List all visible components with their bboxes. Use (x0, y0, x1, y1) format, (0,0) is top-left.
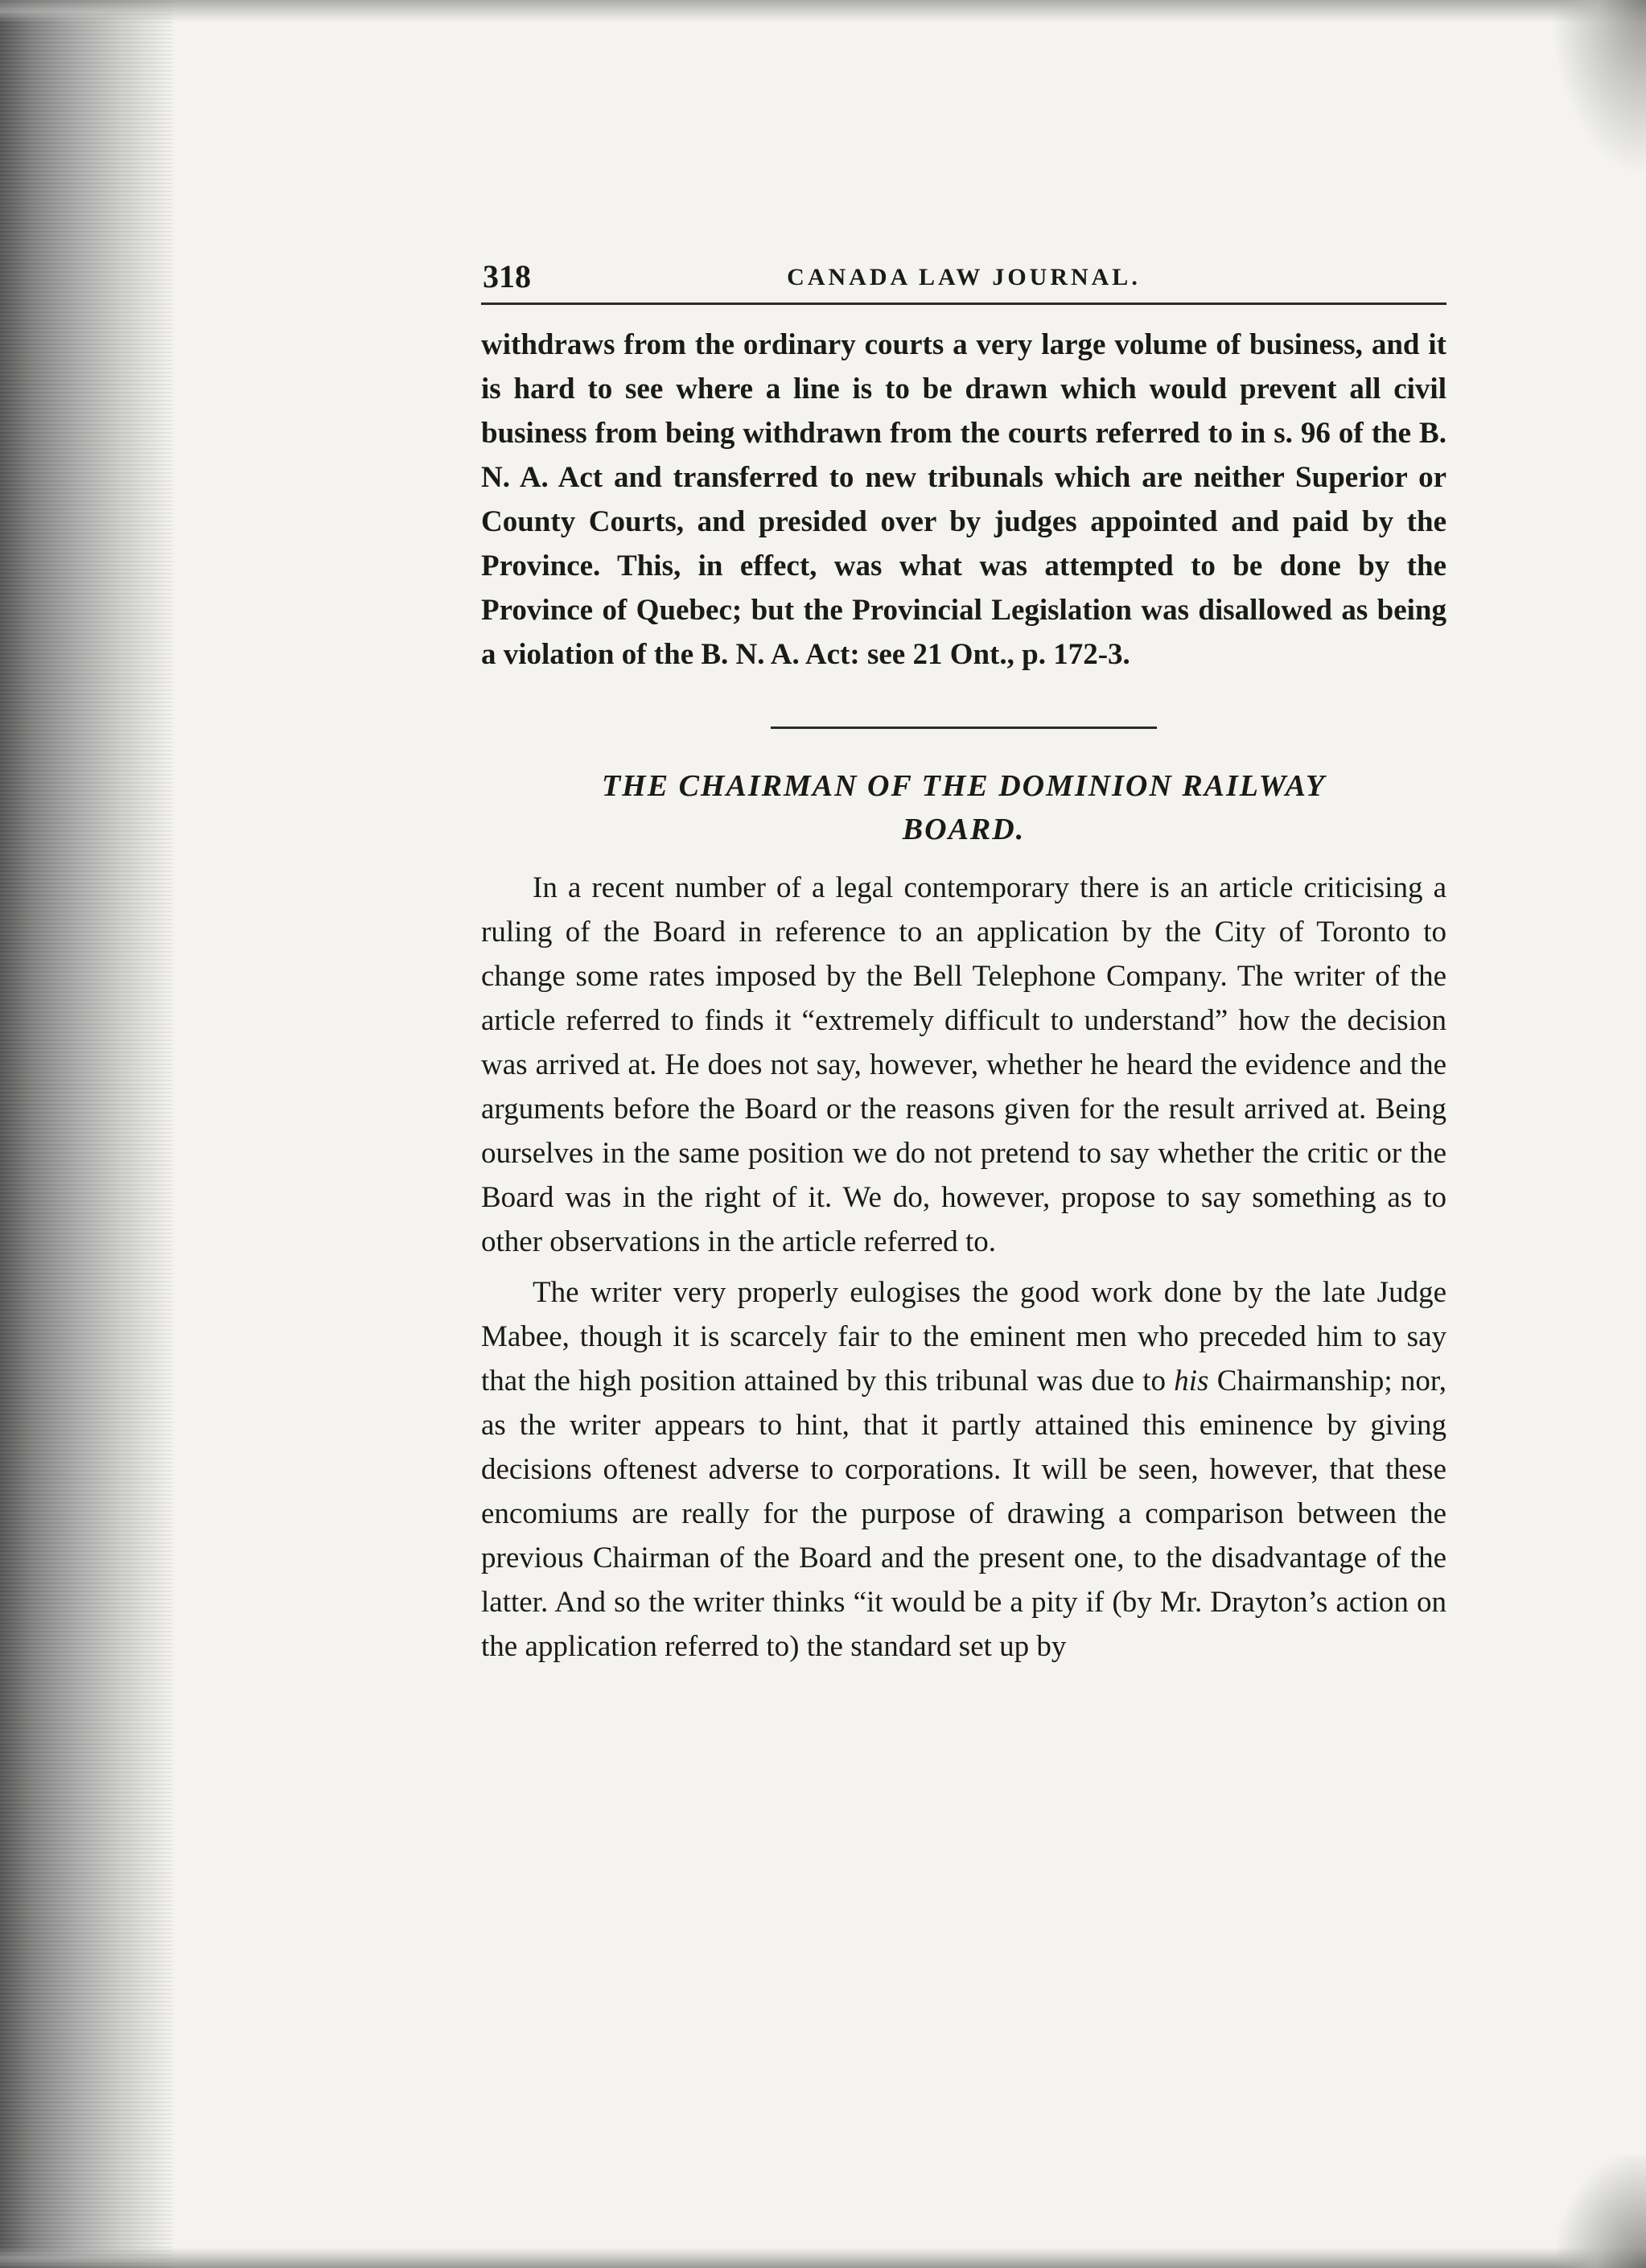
section-divider (771, 727, 1157, 729)
article-title-line-1: THE CHAIRMAN OF THE DOMINION RAILWAY (601, 769, 1327, 803)
running-head (481, 257, 1446, 305)
page-number: 318 (483, 258, 531, 294)
journal-page (481, 257, 1446, 1669)
article-paragraph-2-part-a: The writer very properly eulogises the good work done by the late Judge Mabee, though it is scarcely fair to the eminent men who preceded him to say that the high position attained by this tribunal was due to (481, 1276, 1446, 1397)
scan-corner-shadow-bottom-right (1558, 2155, 1646, 2268)
article-paragraph-2 (481, 1270, 1446, 1669)
continued-paragraph: withdraws from the ordinary courts a very large volume of business, and it is hard to see where a line is to be drawn which would prevent all civil business from being withdrawn from the courts referred to in s. 96 of the B. N. A. Act and transferred to new tribunals which are neither Superior or County Courts, and presided over by judges appointed and paid by the Province. This, in effect, was what was attempted to be done by the Province of Quebec; but the Provincial Legislation was disallowed as being a violation of the B. N. A. Act: see 21 Ont., p. 172-3. (481, 328, 1446, 671)
article-paragraph-2-part-b: Chairmanship; nor, as the writer appears to hint, that it partly attained this eminence by giving decisions oftenest adverse to corporations. It will be seen, however, that these encomiums are really for the purpose of drawing a comparison between the previous Chairman of the Board and the present one, to the disadvantage of the latter. And so the writer thinks “it would be a pity if (by Mr. Drayton’s action on the application referred to) the standard set up by (481, 1365, 1447, 1663)
journal-title: CANADA LAW JOURNAL. (787, 264, 1141, 290)
article-paragraph-1: In a recent number of a legal contemporary there is an article criticising a ruling of the Board in reference to an application by the City of Toronto to change some rates imposed by the Bell Telephone Company. The writer of the article referred to finds it “extremely difficult to understand” how the decision was arrived at. He does not say, however, whether he heard the evidence and the arguments before the Board or the reasons given for the result arrived at. Being ourselves in the same position we do not pretend to say whether the critic or the Board was in the right of it. We do, however, propose to say something as to other observations in the article referred to. (481, 871, 1446, 1258)
scan-edge-shadow-left (0, 0, 173, 2268)
article-title (481, 764, 1446, 851)
scan-corner-shadow-top-right (1549, 0, 1646, 177)
article-title-line-2: BOARD. (902, 813, 1026, 846)
scan-edge-shadow-top (0, 0, 1646, 23)
article-paragraph-2-emphasis: his (1174, 1365, 1209, 1397)
scan-edge-shadow-bottom (0, 2247, 1646, 2268)
